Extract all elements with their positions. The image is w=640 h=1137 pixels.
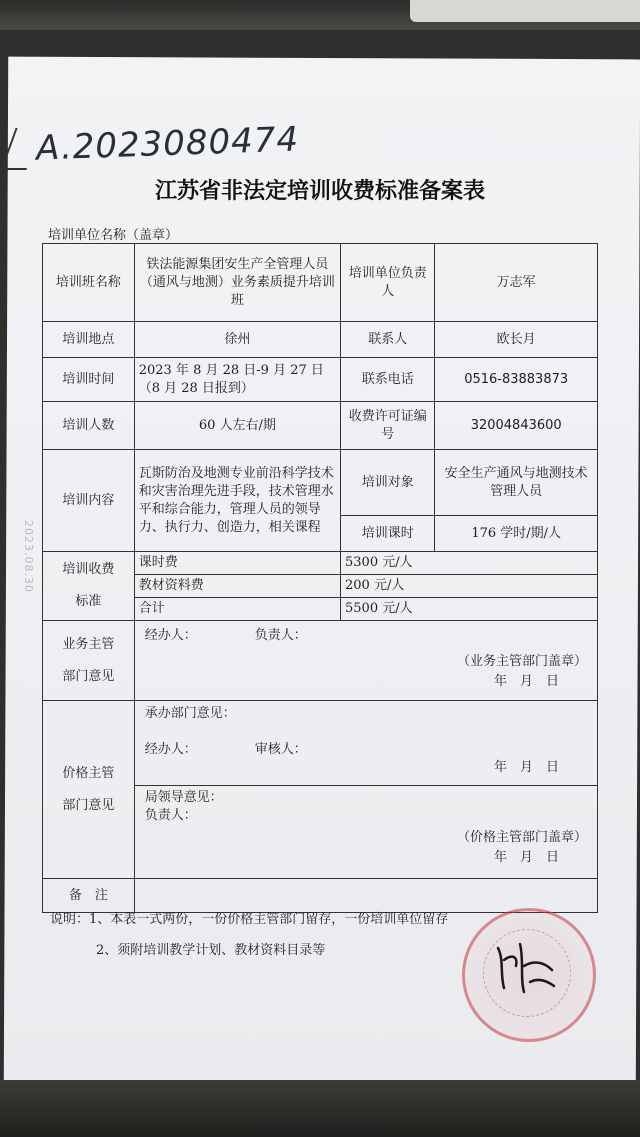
biz-opinion-label — [43, 621, 135, 701]
background-bottom — [0, 1080, 640, 1137]
contact-value: 欧长月 — [435, 322, 598, 358]
fee-item: 课时费 — [134, 552, 340, 575]
fee-label-line-1: 培训收费 — [62, 562, 115, 577]
bureau-date: 年 月 日 — [493, 850, 559, 865]
time-label: 培训时间 — [43, 358, 135, 402]
handwritten-signature — [490, 930, 560, 1000]
remark-label: 备 注 — [43, 879, 135, 913]
document-title: 江苏省非法定培训收费标准备案表 — [154, 179, 485, 204]
fee-amount: 5500 元/人 — [341, 598, 598, 621]
dept-date: 年 月 日 — [493, 760, 559, 775]
price-reviewer: 审核人： — [254, 742, 307, 757]
license-value: 32004843600 — [435, 402, 598, 450]
biz-handler: 经办人： — [144, 628, 197, 643]
price-opinion-cell — [134, 701, 597, 879]
background-object — [410, 0, 640, 22]
price-handler: 经办人： — [144, 742, 197, 757]
phone-label: 联系电话 — [341, 358, 435, 402]
fee-item: 教材资料费 — [134, 575, 340, 598]
price-divider — [135, 785, 597, 786]
target-value: 安全生产通风与地测技术管理人员 — [435, 450, 598, 516]
license-label: 收费许可证编号 — [341, 402, 435, 450]
biz-label-line-2: 部门意见 — [62, 668, 115, 684]
price-label-line-2: 部门意见 — [62, 797, 115, 813]
filing-form-table — [42, 243, 598, 913]
contact-label: 联系人 — [341, 322, 435, 358]
bureau-opinion: 局领导意见： — [144, 790, 223, 805]
biz-opinion-cell — [134, 621, 597, 701]
note-2: 2、须附培训教学计划、教材资料目录等 — [96, 943, 326, 958]
biz-seal-note: （业务主管部门盖章） — [456, 654, 587, 669]
unit-name-label: 培训单位名称（盖章） — [48, 228, 179, 243]
biz-date: 年 月 日 — [493, 674, 559, 689]
location-value: 徐州 — [134, 322, 340, 358]
fee-label — [43, 552, 135, 621]
fee-amount: 5300 元/人 — [341, 552, 598, 575]
fee-amount: 200 元/人 — [341, 575, 598, 598]
content-value: 瓦斯防治及地测专业前沿科学技术和灾害治理先进手段，技术管理水平和综合能力，管理人员的领导力、执行力、创造力，相关课程 — [134, 450, 340, 552]
bureau-leader: 负责人： — [144, 808, 197, 823]
time-value: 2023 年 8 月 28 日-9 月 27 日（8 月 28 日报到） — [134, 358, 340, 402]
count-label: 培训人数 — [43, 402, 135, 450]
class-name-value: 铁法能源集团安生产全管理人员（通风与地测）业务素质提升培训班 — [134, 244, 340, 322]
fee-item: 合计 — [134, 598, 340, 621]
note-1: 说明：1、本表一式两份，一份价格主管部门留存，一份培训单位留存 — [50, 912, 449, 927]
class-name-label: 培训班名称 — [43, 244, 135, 322]
fee-label-line-2: 标准 — [75, 594, 102, 609]
price-label-line-1: 价格主管 — [62, 765, 115, 781]
responsible-value: 万志军 — [435, 244, 598, 322]
price-opinion-label — [43, 701, 135, 879]
biz-leader: 负责人： — [254, 628, 307, 643]
dept-opinion: 承办部门意见： — [144, 706, 236, 721]
count-value: 60 人左右/期 — [134, 402, 340, 450]
content-label: 培训内容 — [43, 450, 135, 552]
side-stamp-text: 2023.08.30 — [22, 520, 35, 593]
responsible-label: 培训单位负责人 — [341, 244, 435, 322]
target-label: 培训对象 — [341, 450, 435, 516]
notes — [50, 908, 448, 970]
hours-label: 培训课时 — [341, 516, 435, 552]
biz-label-line-1: 业务主管 — [62, 636, 115, 652]
hours-value: 176 学时/期/人 — [435, 516, 598, 552]
price-seal-note: （价格主管部门盖章） — [456, 830, 587, 845]
location-label: 培训地点 — [43, 322, 135, 358]
phone-value: 0516-83883873 — [435, 358, 598, 402]
handwritten-id: A.2023080474 — [35, 119, 300, 169]
